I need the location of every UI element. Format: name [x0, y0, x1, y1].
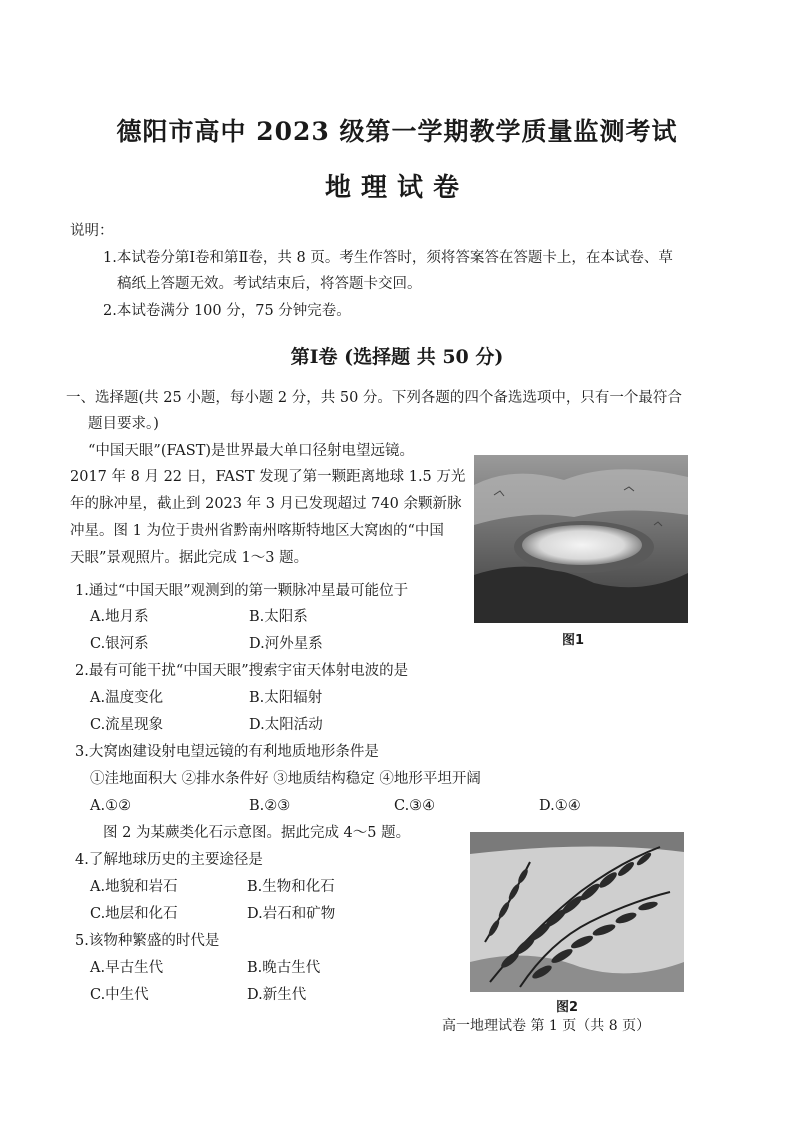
q1-option-a[interactable]: A.地月系: [90, 609, 149, 625]
fast-telescope-illustration: [474, 455, 688, 623]
exam-title: 德阳市高中 2023 级第一学期教学质量监测考试: [116, 117, 678, 146]
passage1-line-3: 年的脉冲星，截止到 2023 年 3 月已发现超过 740 余颗新脉: [70, 496, 462, 512]
passage1-line-2: 2017 年 8 月 22 日，FAST 发现了第一颗距离地球 1.5 万光: [70, 469, 466, 485]
notes-heading: 说明：: [70, 223, 114, 239]
q5-option-c[interactable]: C.中生代: [90, 987, 149, 1003]
fern-fossil-illustration: [470, 832, 684, 992]
q1-option-c[interactable]: C.银河系: [90, 636, 149, 652]
page-footer: 高一地理试卷 第 1 页（共 8 页）: [442, 1018, 651, 1034]
passage1-line-1: “中国天眼”(FAST)是世界最大单口径射电望远镜。: [88, 443, 415, 459]
q1-option-d[interactable]: D.河外星系: [249, 636, 323, 652]
q4-option-a[interactable]: A.地貌和岩石: [90, 879, 178, 895]
q2-option-c[interactable]: C.流星现象: [90, 717, 164, 733]
q2-option-b[interactable]: B.太阳辐射: [249, 690, 323, 706]
notes-line-2: 2.本试卷满分 100 分，75 分钟完卷。: [103, 303, 351, 319]
passage1-line-5: 天眼”景观照片。据此完成 1～3 题。: [70, 550, 309, 566]
figure1-caption: 图1: [562, 633, 585, 648]
q3-option-c[interactable]: C.③④: [394, 798, 436, 814]
q4-stem: 4.了解地球历史的主要途径是: [75, 852, 263, 868]
q4-option-c[interactable]: C.地层和化石: [90, 906, 178, 922]
q3-conditions: ①洼地面积大 ②排水条件好 ③地质结构稳定 ④地形平坦开阔: [90, 771, 481, 787]
q3-option-d[interactable]: D.①④: [539, 798, 581, 814]
figure2-caption: 图2: [556, 1000, 579, 1015]
notes-line-1b: 稿纸上答题无效。考试结束后，将答题卡交回。: [117, 276, 422, 292]
passage2: 图 2 为某蕨类化石示意图。据此完成 4～5 题。: [103, 825, 411, 841]
instructions-line-1: 一、选择题(共 25 小题，每小题 2 分，共 50 分。下列各题的四个备选选项中，只有一个最符合: [66, 390, 682, 406]
q5-stem: 5.该物种繁盛的时代是: [75, 933, 220, 949]
section-title: 第Ⅰ卷 (选择题 共 50 分): [290, 346, 504, 368]
fern-fossil-image: [470, 832, 684, 992]
q3-option-a[interactable]: A.①②: [90, 798, 132, 814]
q4-option-d[interactable]: D.岩石和矿物: [247, 906, 336, 922]
q5-option-b[interactable]: B.晚古生代: [247, 960, 321, 976]
q3-stem: 3.大窝凼建设射电望远镜的有利地质地形条件是: [75, 744, 379, 760]
q4-option-b[interactable]: B.生物和化石: [247, 879, 335, 895]
q5-option-a[interactable]: A.早古生代: [90, 960, 164, 976]
q3-option-b[interactable]: B.②③: [249, 798, 291, 814]
q5-option-d[interactable]: D.新生代: [247, 987, 307, 1003]
notes-line-1a: 1.本试卷分第Ⅰ卷和第Ⅱ卷，共 8 页。考生作答时，须将答案答在答题卡上，在本试卷、草: [103, 250, 673, 266]
passage1-line-4: 冲星。图 1 为位于贵州省黔南州喀斯特地区大窝凼的“中国: [70, 523, 444, 539]
q1-stem: 1.通过“中国天眼”观测到的第一颗脉冲星最可能位于: [75, 583, 409, 599]
q2-stem: 2.最有可能干扰“中国天眼”搜索宇宙天体射电波的是: [75, 663, 409, 679]
q2-option-a[interactable]: A.温度变化: [90, 690, 164, 706]
fast-telescope-photo: [474, 455, 688, 623]
q2-option-d[interactable]: D.太阳活动: [249, 717, 323, 733]
instructions-line-2: 题目要求。): [88, 416, 159, 432]
exam-subtitle: 地理试卷: [324, 173, 469, 203]
q1-option-b[interactable]: B.太阳系: [249, 609, 308, 625]
